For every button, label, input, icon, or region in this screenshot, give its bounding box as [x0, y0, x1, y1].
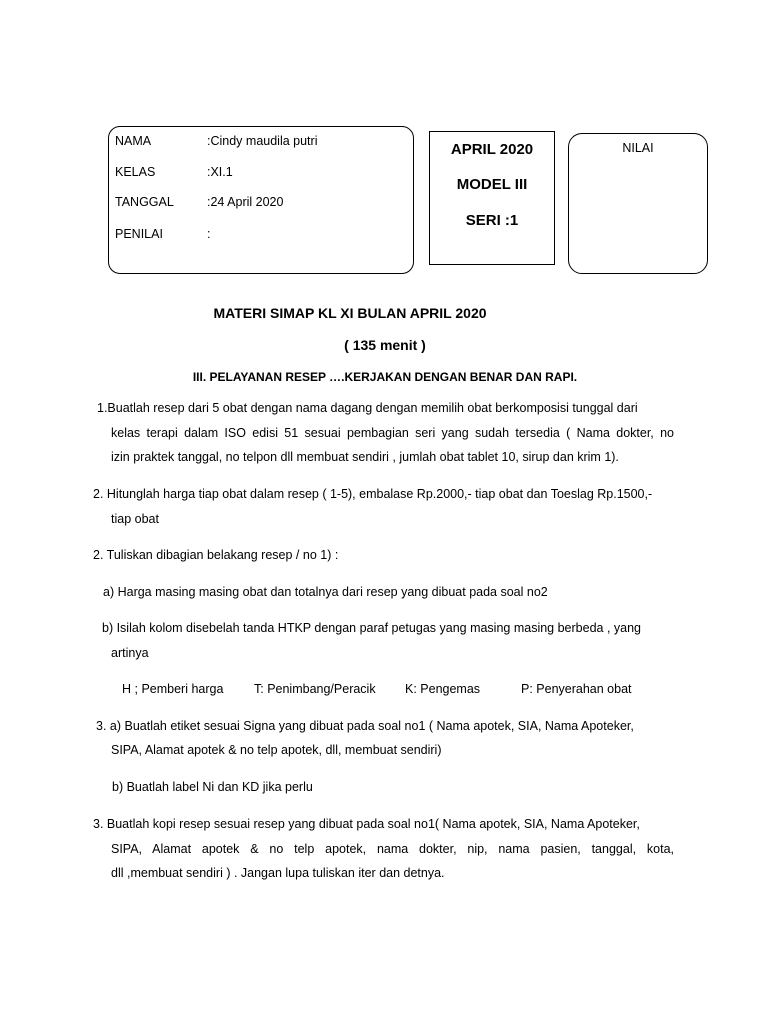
q2b-item-b-line-2: artinya	[111, 646, 149, 660]
exam-model-box	[429, 131, 555, 265]
page-title: MATERI SIMAP KL XI BULAN APRIL 2020	[213, 305, 487, 321]
exam-month: APRIL 2020	[450, 141, 534, 158]
field-label: TANGGAL	[115, 195, 174, 209]
field-value: :24 April 2020	[207, 195, 284, 209]
section-heading: III. PELAYANAN RESEP ….KERJAKAN DENGAN BENAR DAN RAPI.	[192, 370, 578, 384]
score-box	[568, 133, 708, 274]
field-value: :Cindy maudila putri	[207, 134, 318, 148]
q3-item-a-line-2: SIPA, Alamat apotek & no telp apotek, dll, membuat sendiri)	[111, 743, 442, 757]
q3-item-b: b) Buatlah label Ni dan KD jika perlu	[112, 780, 313, 794]
legend-k: K: Pengemas	[405, 682, 481, 696]
legend-h: H ; Pemberi harga	[122, 682, 224, 696]
legend-t: T: Penimbang/Peracik	[254, 682, 376, 696]
q4-line-3: dll ,membuat sendiri ) . Jangan lupa tuliskan iter dan detnya.	[111, 866, 445, 880]
q1-line-3: izin praktek tanggal, no telpon dll membuat sendiri , jumlah obat tablet 10, sirup dan krim 1).	[111, 450, 619, 464]
field-value: :	[207, 227, 211, 241]
student-info-box	[108, 126, 414, 274]
exam-series: SERI :1	[465, 212, 519, 229]
q4-line-1: 3. Buatlah kopi resep sesuai resep yang dibuat pada soal no1( Nama apotek, SIA, Nama Apoteker,	[93, 817, 640, 831]
field-label: PENILAI	[115, 227, 163, 241]
score-label: NILAI	[622, 141, 654, 155]
legend-p: P: Penyerahan obat	[521, 682, 632, 696]
q1-line-2: kelas terapi dalam ISO edisi 51 sesuai pembagian seri yang sudah tersedia ( Nama dokter, no	[111, 426, 674, 440]
q2b-intro: 2. Tuliskan dibagian belakang resep / no 1) :	[93, 548, 339, 562]
q2b-item-a: a) Harga masing masing obat dan totalnya dari resep yang dibuat pada soal no2	[103, 585, 548, 599]
exam-model: MODEL III	[456, 176, 528, 193]
q2-line-2: tiap obat	[111, 512, 159, 526]
field-label: KELAS	[115, 165, 156, 179]
q2b-item-b-line-1: b) Isilah kolom disebelah tanda HTKP dengan paraf petugas yang masing masing berbeda , yang	[102, 621, 642, 635]
q4-line-2: SIPA, Alamat apotek & no telp apotek, nama dokter, nip, nama pasien, tanggal, kota,	[111, 842, 674, 856]
q3-item-a-line-1: 3. a) Buatlah etiket sesuai Signa yang dibuat pada soal no1 ( Nama apotek, SIA, Nama Apoteker,	[96, 719, 634, 733]
q2-line-1: 2. Hitunglah harga tiap obat dalam resep ( 1-5), embalase Rp.2000,- tiap obat dan Toeslag Rp.1500,-	[93, 487, 653, 501]
duration: ( 135 menit )	[344, 337, 426, 353]
field-label: NAMA	[115, 134, 152, 148]
field-value: :XI.1	[207, 165, 233, 179]
q1-line-1: 1.Buatlah resep dari 5 obat dengan nama dagang dengan memilih obat berkomposisi tunggal dari	[97, 401, 638, 415]
